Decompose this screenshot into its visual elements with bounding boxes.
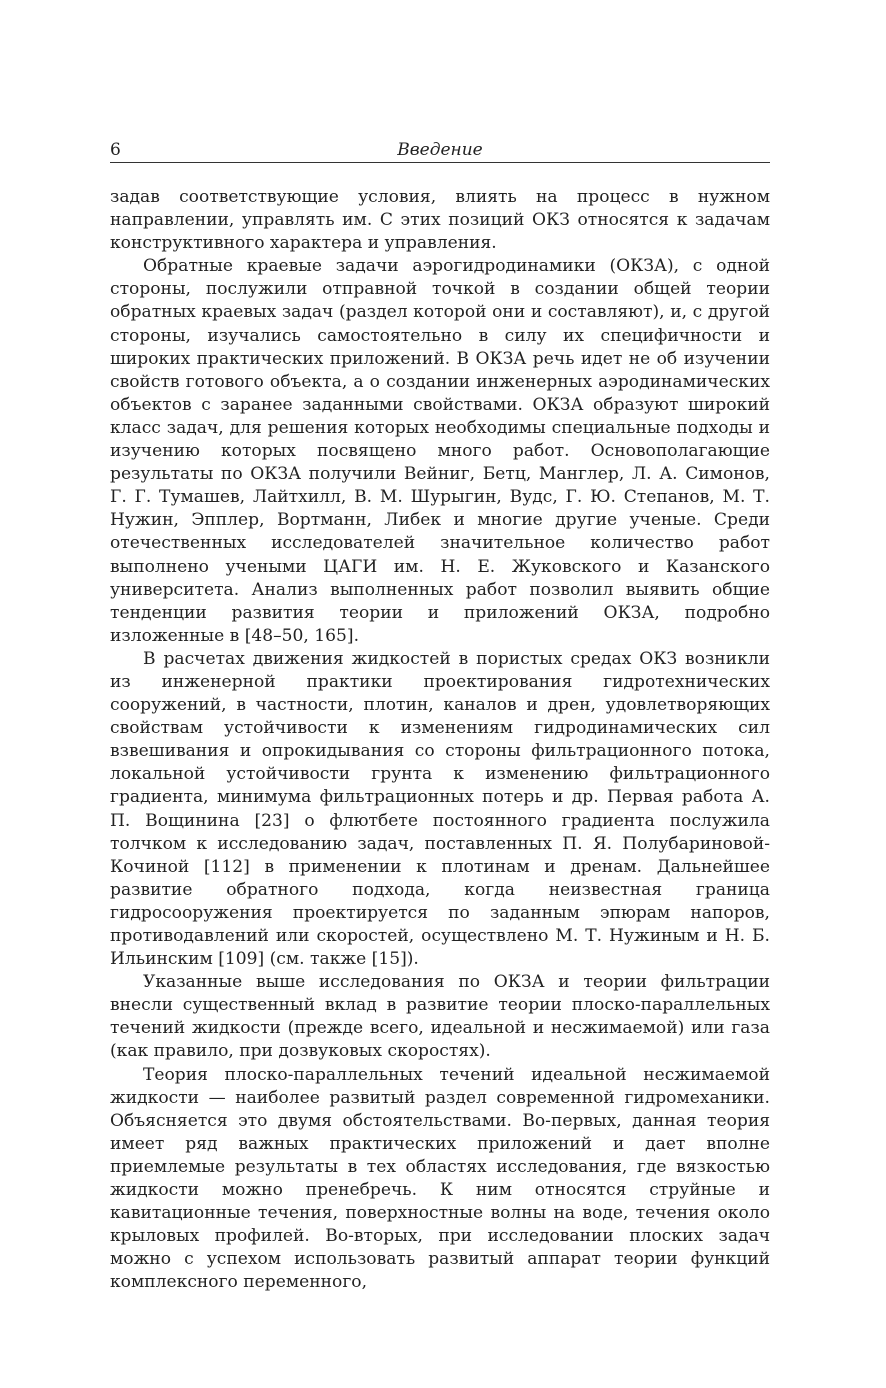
running-title: Введение bbox=[397, 140, 483, 160]
paragraph-1: задав соответствующие условия, влиять на процесс в нужном направлении, управлять им. С этих позиций ОКЗ относятся к задачам конструктивного характера и управления. bbox=[110, 187, 770, 254]
paragraph-2: Обратные краевые задачи аэрогидродинамики (ОКЗА), с одной стороны, послужили отправной точкой в создании общей теории обратных краевых задач (раздел которой они и составляют), и, с другой стороны, изучались самостоятельно в силу их специфичности и широких практических приложений. В ОКЗА речь идет не об изучении свойств готового объекта, а о создании инженерных аэродинамических объектов с заранее заданными свойствами. ОКЗА образуют широкий класс задач, для решения которых необходимы специальные подходы и изучению которых посвящено много работ. Основополагающие результаты по ОКЗА получили Вейниг, Бетц, Манглер, Л. А. Симонов, Г. Г. Тумашев, Лайтхилл, В. М. Шурыгин, Вудс, Г. Ю. Степанов, М. Т. Нужин, Эпплер, Вортманн, Либек и многие другие ученые. Среди отечественных исследователей значительное количество работ выполнено учеными ЦАГИ им. Н. Е. Жуковского и Казанского университета. Анализ выполненных работ позволил выявить общие тенденции развития теории и приложений ОКЗА, подробно изложенные в [48–50, 165]. bbox=[110, 256, 770, 646]
body-text bbox=[110, 186, 770, 1295]
page-header bbox=[110, 138, 770, 163]
paragraph-5: Теория плоско-параллельных течений идеальной несжимаемой жидкости — наиболее развитый раздел современной гидромеханики. Объясняется это двумя обстоятельствами. Во-первых, данная теория имеет ряд важных практических приложений и дает вполне приемлемые результаты в тех областях исследования, где вязкостью жидкости можно пренебречь. К ним относятся струйные и кавитационные течения, поверхностные волны на воде, течения около крыловых профилей. Во-вторых, при исследовании плоских задач можно с успехом использовать развитый аппарат теории функций комплексного переменного, bbox=[110, 1064, 770, 1293]
book-page bbox=[110, 138, 770, 1295]
paragraph-4: Указанные выше исследования по ОКЗА и теории фильтрации внесли существенный вклад в развитие теории плоско-параллельных течений жидкости (прежде всего, идеальной и несжимаемой) или газа (как правило, при дозвуковых скоростях). bbox=[110, 972, 770, 1062]
paragraph-3: В расчетах движения жидкостей в пористых средах ОКЗ возникли из инженерной практики проектирования гидротехнических сооружений, в частности, плотин, каналов и дрен, удовлетворяющих свойствам устойчивости к изменениям гидродинамических сил взвешивания и опрокидывания со стороны фильтрационного потока, локальной устойчивости грунта к изменению фильтрационного градиента, минимума фильтрационных потерь и др. Первая работа А. П. Вощинина [23] о флютбете постоянного градиента послужила толчком к исследованию задач, поставленных П. Я. Полубариновой-Кочиной [112] в применении к плотинам и дренам. Дальнейшее развитие обратного подхода, когда неизвестная граница гидросооружения проектируется по заданным эпюрам напоров, противодавлений или скоростей, осуществлено М. Т. Нужиным и Н. Б. Ильинским [109] (см. также [15]). bbox=[110, 648, 770, 970]
page-number: 6 bbox=[110, 140, 121, 160]
